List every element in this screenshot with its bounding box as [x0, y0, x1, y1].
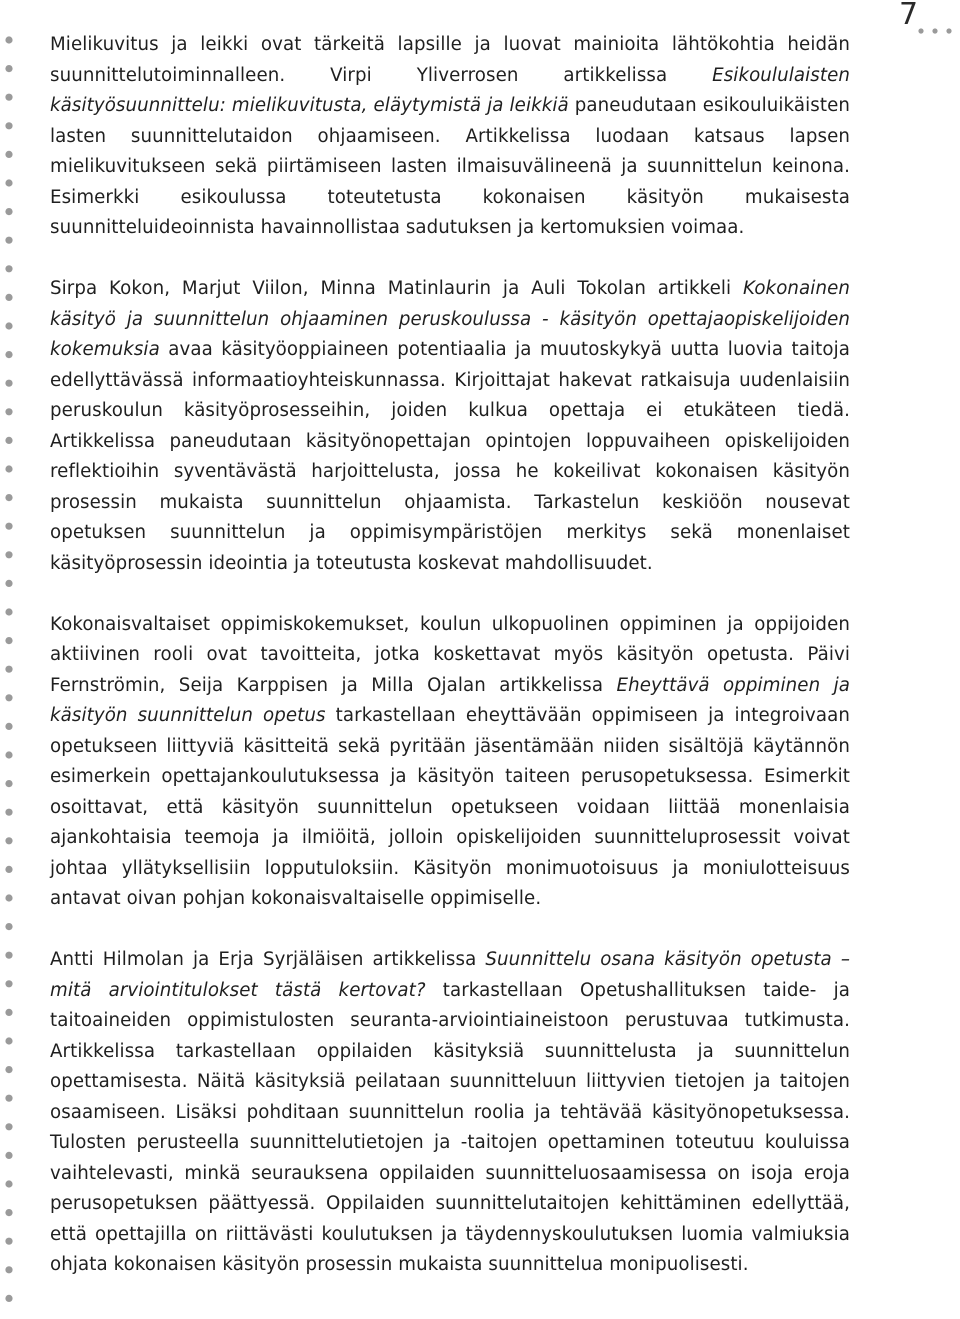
- margin-dot: [5, 1037, 12, 1044]
- margin-dot: [5, 208, 12, 215]
- margin-dot: [5, 523, 12, 530]
- margin-dot: [5, 952, 12, 959]
- margin-dot: [5, 65, 12, 72]
- margin-dot: [5, 551, 12, 558]
- paragraph-3-text-a: Kokonaisvaltaiset oppimiskokemukset, koulun ulkopuolinen oppiminen ja oppijoiden aktiivinen rooli ovat tavoitteita, jotka koskettavat myös käsityön opetusta. Päivi Fernströmin, Seija Karppisen ja Milla Ojalan artikkelissa: [50, 613, 850, 696]
- paragraph-3-text-b: tarkastellaan eheyttävään oppimiseen ja integroivaan opetukseen liittyviä käsitteitä sekä pyritään jäsentämään niiden sisältöjä käytännön esimerkein opettajankoulutuksessa ja käsityön taiteen perusopetuksessa. Esimerkit osoittavat, että käsityön suunnittelun opetukseen voidaan liittää monenlaisia ajankohtaisia teemoja ja ilmiöitä, jolloin opiskelijoiden suunnitteluprosessit voivat johtaa yllätyksellisiin lopputuloksiin. Käsityön monimuotoisuus ja moniulotteisuus antavat oivan pohjan kokonaisvaltaiselle oppimiselle.: [50, 705, 850, 909]
- paragraph-2: [50, 274, 850, 579]
- paragraph-4: [50, 945, 850, 1281]
- margin-dot: [5, 179, 12, 186]
- margin-dot: [5, 1152, 12, 1159]
- margin-dot: [5, 151, 12, 158]
- article-title-kokonainen-kasityo: Kokonainen käsityö ja suunnittelun ohjaaminen peruskoulussa - käsityön opettajaopiskelijoiden kokemuksia: [50, 278, 850, 360]
- margin-dot: [5, 1238, 12, 1245]
- margin-dot: [5, 294, 12, 301]
- margin-dot: [5, 465, 12, 472]
- margin-dot: [5, 723, 12, 730]
- margin-dot: [5, 780, 12, 787]
- paragraph-2-text-a: Sirpa Kokon, Marjut Viilon, Minna Matinlaurin ja Auli Tokolan artikkeli: [50, 278, 743, 299]
- margin-dot: [5, 1295, 12, 1302]
- margin-dot: [5, 608, 12, 615]
- margin-dot: [5, 580, 12, 587]
- header-dot-row: [916, 26, 960, 36]
- paragraph-3: [50, 610, 850, 915]
- margin-dot: [5, 494, 12, 501]
- margin-dot: [5, 36, 12, 43]
- margin-dot: [5, 1180, 12, 1187]
- margin-dot: [5, 809, 12, 816]
- margin-dot: [5, 866, 12, 873]
- page-number: 7: [899, 0, 919, 32]
- margin-dot: [5, 694, 12, 701]
- body-text: [50, 30, 850, 1281]
- header-dot: [918, 28, 923, 33]
- margin-dot: [5, 837, 12, 844]
- header-dot: [932, 28, 937, 33]
- margin-dot: [5, 94, 12, 101]
- margin-dot: [5, 437, 12, 444]
- article-title-suunnittelu-osana: Suunnittelu osana käsityön opetusta – mitä arviointitulokset tästä kertovat?: [50, 949, 851, 1001]
- margin-dot: [5, 751, 12, 758]
- margin-dot: [5, 322, 12, 329]
- paragraph-1: [50, 30, 850, 244]
- margin-dot: [5, 1095, 12, 1102]
- margin-dot: [5, 380, 12, 387]
- margin-dot: [5, 1209, 12, 1216]
- paragraph-1-text-a: Mielikuvitus ja leikki ovat tärkeitä lapsille ja luovat mainioita lähtökohtia heidän suunnittelutoiminnalleen. Virpi Yliverrosen artikkelissa: [50, 34, 850, 86]
- margin-dot: [5, 894, 12, 901]
- margin-dot: [5, 1266, 12, 1273]
- paragraph-1-text-b: paneudutaan esikouluikäisten lasten suunnittelutaidon ohjaamiseen. Artikkelissa luodaan katsaus lapsen mielikuvitukseen sekä piirtämiseen lasten ilmaisuvälineenä ja suunnittelun keinona. Esimerkki esikoulussa toteutetusta kokonaisen käsityön mukaisesta suunnitteluideoinnista havainnollistaa sadutuksen ja kertomuksien voimaa.: [50, 95, 850, 238]
- margin-dot: [5, 1066, 12, 1073]
- margin-dot: [5, 265, 12, 272]
- margin-dot: [5, 122, 12, 129]
- margin-dot: [5, 1009, 12, 1016]
- margin-dot: [5, 923, 12, 930]
- paragraph-4-text-b: tarkastellaan Opetushallituksen taide- ja taitoaineiden oppimistulosten seuranta-arviointiaineistoon perustuvaa tutkimusta. Artikkelissa tarkastellaan oppilaiden käsityksiä suunnittelusta ja suunnittelun opettamisesta. Näitä käsityksiä peilataan suunnitteluun liittyvien tietojen ja taitojen osaamiseen. Lisäksi pohditaan suunnittelun roolia ja tehtävää käsityönopetuksessa. Tulosten perusteella suunnittelutietojen ja -taitojen opettaminen toteutuu kouluissa vaihtelevasti, minkä seurauksena oppilaiden suunnitteluosaamisessa on isoja eroja perusopetuksen päättyessä. Oppilaiden suunnittelutaitojen kehittäminen edellyttää, että opettajilla on riittävästi koulutuksen ja täydennyskoulutuksen luomia valmiuksia ohjata kokonaisen käsityön prosessin mukaista suunnittelua monipuolisesti.: [50, 979, 850, 1275]
- article-title-esikoululaiset: Esikoululaisten käsityösuunnittelu: mielikuvitusta, eläytymistä ja leikkiä: [50, 64, 850, 116]
- margin-dot: [5, 637, 12, 644]
- margin-dot: [5, 408, 12, 415]
- article-title-eheyttava-oppiminen: Eheyttävä oppiminen ja käsityön suunnittelun opetus: [50, 674, 850, 726]
- margin-dot: [5, 666, 12, 673]
- margin-dot: [5, 351, 12, 358]
- paragraph-4-text-a: Antti Hilmolan ja Erja Syrjäläisen artikkelissa: [50, 949, 486, 970]
- margin-dot: [5, 237, 12, 244]
- paragraph-2-text-b: avaa käsityöoppiaineen potentiaalia ja muutoskykyä uutta luovia taitoja edellyttävässä informaatioyhteiskunnassa. Kirjoittajat hakevat ratkaisuja uudenlaisiin peruskoulun käsityöprosesseihin, joiden kulkua opettaja ei etukäteen tiedä. Artikkelissa paneudutaan käsityönopettajan opintojen loppuvaiheen opiskelijoiden reflektioihin syventävästä harjoittelusta, jossa he kokeilivat kokonaisen käsityön prosessin mukaista suunnittelun ohjaamista. Tarkastelun keskiöön nousevat opetuksen suunnittelun ja oppimisympäristöjen merkitys sekä monenlaiset käsityöprosessin ideointia ja toteutusta koskevat mahdollisuudet.: [50, 339, 850, 574]
- margin-dot: [5, 980, 12, 987]
- margin-dot-column: [0, 0, 20, 1319]
- header-dot: [946, 28, 951, 33]
- margin-dot: [5, 1123, 12, 1130]
